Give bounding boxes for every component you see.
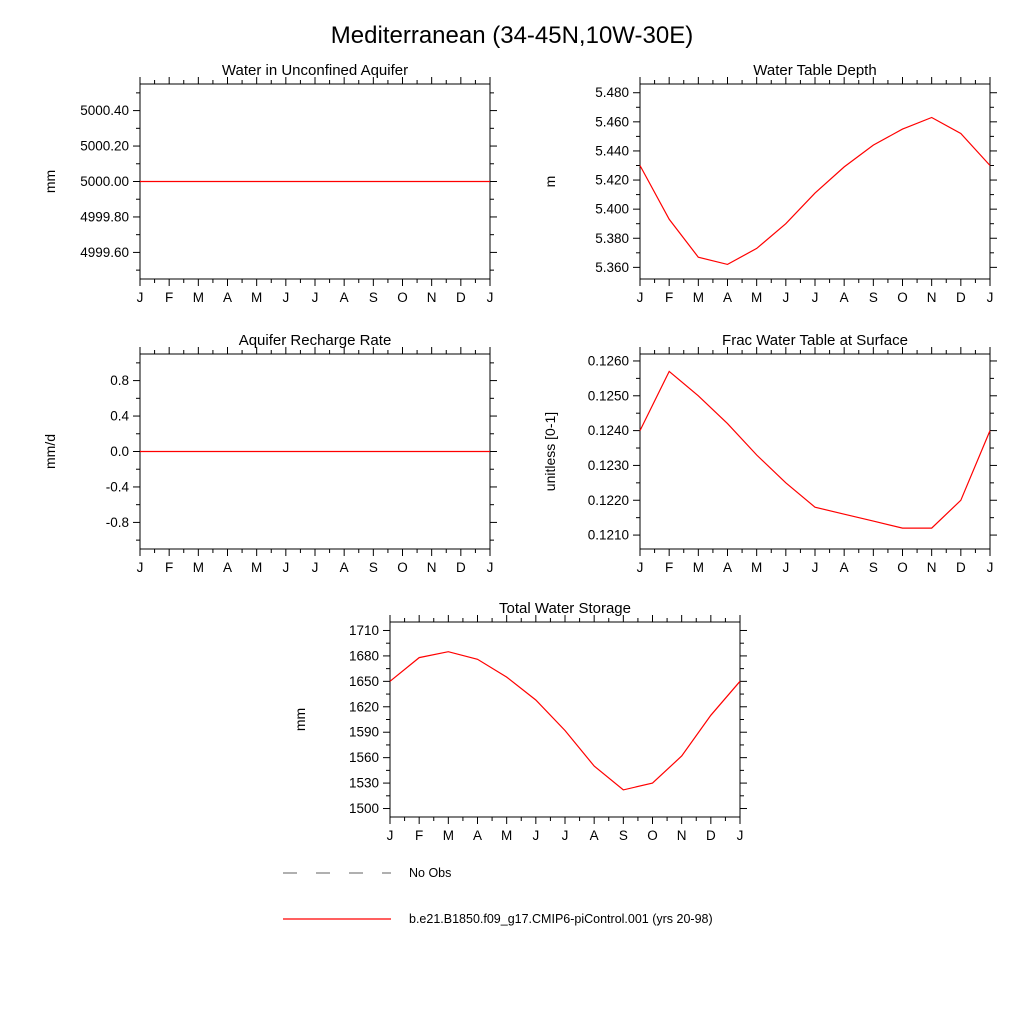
svg-text:N: N (926, 290, 937, 305)
svg-text:4999.60: 4999.60 (80, 244, 129, 260)
svg-text:1560: 1560 (348, 750, 379, 766)
svg-text:J: J (986, 290, 994, 305)
svg-text:F: F (415, 828, 424, 843)
svg-text:S: S (368, 290, 378, 305)
svg-text:m: m (542, 175, 558, 188)
chart-title: Water Table Depth (753, 62, 877, 79)
svg-text:0.1250: 0.1250 (587, 388, 629, 404)
svg-text:0.1260: 0.1260 (587, 353, 629, 369)
svg-text:F: F (665, 560, 674, 575)
svg-text:J: J (561, 828, 569, 843)
svg-text:M: M (192, 290, 204, 305)
svg-text:mm: mm (292, 707, 308, 732)
svg-text:J: J (532, 828, 540, 843)
svg-text:5.360: 5.360 (595, 259, 629, 275)
chart-title: Aquifer Recharge Rate (238, 332, 392, 349)
svg-text:J: J (311, 290, 319, 305)
svg-text:M: M (751, 290, 763, 305)
svg-text:1680: 1680 (348, 648, 379, 664)
svg-text:F: F (665, 290, 674, 305)
svg-text:J: J (282, 560, 290, 575)
svg-text:O: O (397, 560, 408, 575)
svg-text:1590: 1590 (348, 724, 379, 740)
svg-text:5.420: 5.420 (595, 172, 629, 188)
svg-text:J: J (636, 560, 644, 575)
svg-text:M: M (251, 290, 263, 305)
svg-text:J: J (311, 560, 319, 575)
chart-panel-total-water-storage (285, 598, 755, 856)
svg-text:5.440: 5.440 (595, 143, 629, 159)
chart-panel-aquifer-recharge-rate (35, 330, 505, 588)
svg-text:O: O (647, 828, 658, 843)
svg-text:0.1210: 0.1210 (587, 527, 629, 543)
chart-canvas-water-in-unconfined-aquifer (35, 60, 505, 318)
svg-text:5.460: 5.460 (595, 114, 629, 130)
legend-label-no-obs: No Obs (409, 866, 452, 880)
legend-label-series: b.e21.B1850.f09_g17.CMIP6-piControl.001 (yrs 20-98) (409, 912, 713, 926)
legend (283, 866, 713, 958)
svg-text:0.1230: 0.1230 (587, 457, 629, 473)
svg-text:1620: 1620 (348, 699, 379, 715)
svg-text:O: O (397, 290, 408, 305)
figure-title: Mediterranean (34-45N,10W-30E) (330, 22, 694, 49)
legend-entry-series (283, 912, 713, 926)
chart-canvas-water-table-depth (535, 60, 1005, 318)
chart-panel-frac-water-table-at-surface (535, 330, 1005, 588)
series-line-sample (283, 912, 391, 926)
svg-text:J: J (636, 290, 644, 305)
svg-text:0.4: 0.4 (110, 408, 129, 424)
svg-text:0.1220: 0.1220 (587, 492, 629, 508)
svg-text:1500: 1500 (348, 801, 379, 817)
svg-text:mm: mm (42, 169, 58, 194)
chart-canvas-frac-water-table-at-surface (535, 330, 1005, 588)
svg-text:5000.40: 5000.40 (80, 103, 129, 119)
svg-text:unitless [0-1]: unitless [0-1] (542, 411, 558, 492)
svg-text:J: J (386, 828, 394, 843)
svg-text:A: A (839, 560, 849, 575)
svg-text:J: J (811, 290, 819, 305)
svg-text:D: D (955, 290, 966, 305)
svg-text:A: A (339, 560, 349, 575)
svg-text:0.1240: 0.1240 (587, 423, 629, 439)
svg-text:J: J (136, 290, 144, 305)
svg-text:A: A (222, 290, 233, 305)
svg-text:-0.8: -0.8 (105, 514, 129, 530)
svg-text:O: O (897, 560, 908, 575)
svg-text:F: F (165, 290, 174, 305)
svg-text:S: S (868, 290, 878, 305)
svg-text:M: M (692, 560, 704, 575)
svg-text:J: J (782, 290, 790, 305)
svg-text:A: A (589, 828, 599, 843)
svg-text:1530: 1530 (348, 775, 379, 791)
svg-text:J: J (282, 290, 290, 305)
svg-text:5.480: 5.480 (595, 85, 629, 101)
svg-text:M: M (501, 828, 513, 843)
svg-text:M: M (192, 560, 204, 575)
svg-text:1710: 1710 (348, 622, 379, 638)
svg-text:5.400: 5.400 (595, 201, 629, 217)
svg-text:J: J (782, 560, 790, 575)
svg-text:N: N (426, 560, 437, 575)
legend-entry-no-obs (283, 866, 713, 880)
svg-text:J: J (986, 560, 994, 575)
svg-text:J: J (736, 828, 744, 843)
svg-text:S: S (368, 560, 378, 575)
no-obs-dashed-line-sample (283, 866, 391, 880)
svg-text:D: D (705, 828, 716, 843)
chart-canvas-total-water-storage (285, 598, 755, 856)
chart-title: Frac Water Table at Surface (722, 332, 908, 349)
svg-text:-0.4: -0.4 (105, 479, 129, 495)
svg-text:M: M (442, 828, 454, 843)
svg-text:S: S (868, 560, 878, 575)
svg-text:J: J (136, 560, 144, 575)
chart-title: Total Water Storage (498, 600, 631, 617)
svg-text:5.380: 5.380 (595, 230, 629, 246)
svg-text:D: D (955, 560, 966, 575)
svg-text:M: M (751, 560, 763, 575)
chart-panel-water-in-unconfined-aquifer (35, 60, 505, 318)
svg-text:A: A (839, 290, 849, 305)
svg-text:S: S (618, 828, 628, 843)
svg-text:A: A (222, 560, 233, 575)
svg-text:N: N (926, 560, 937, 575)
svg-text:M: M (251, 560, 263, 575)
svg-text:A: A (722, 560, 733, 575)
svg-text:O: O (897, 290, 908, 305)
chart-panel-water-table-depth (535, 60, 1005, 318)
svg-text:A: A (722, 290, 733, 305)
chart-canvas-aquifer-recharge-rate (35, 330, 505, 588)
svg-text:N: N (676, 828, 687, 843)
svg-text:J: J (486, 290, 494, 305)
svg-text:F: F (165, 560, 174, 575)
chart-title: Water in Unconfined Aquifer (221, 62, 409, 79)
svg-text:mm/d: mm/d (42, 434, 58, 469)
svg-text:J: J (486, 560, 494, 575)
svg-text:D: D (455, 560, 466, 575)
svg-text:5000.20: 5000.20 (80, 138, 129, 154)
svg-text:A: A (472, 828, 483, 843)
svg-text:1650: 1650 (348, 673, 379, 689)
svg-text:M: M (692, 290, 704, 305)
svg-text:A: A (339, 290, 349, 305)
svg-text:N: N (426, 290, 437, 305)
svg-text:0.0: 0.0 (110, 444, 129, 459)
svg-text:J: J (811, 560, 819, 575)
svg-text:0.8: 0.8 (110, 373, 129, 389)
svg-text:4999.80: 4999.80 (80, 209, 129, 225)
svg-text:5000.00: 5000.00 (80, 174, 129, 189)
svg-text:D: D (455, 290, 466, 305)
